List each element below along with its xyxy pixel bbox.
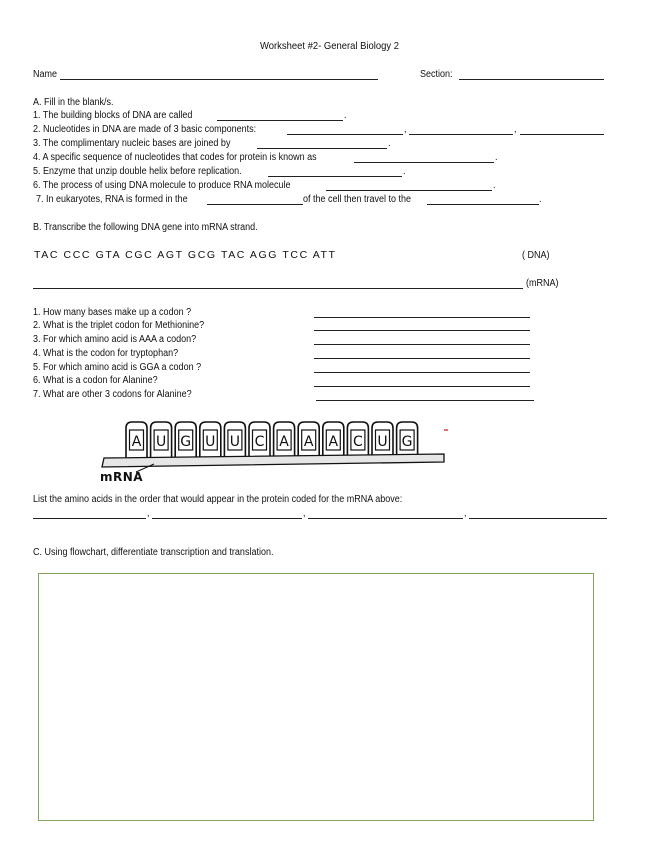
answer-blank-4[interactable]: [354, 162, 494, 163]
question-answer-4[interactable]: [314, 358, 530, 359]
question-answer-5[interactable]: [314, 372, 530, 373]
period: .: [344, 110, 347, 121]
fill-item-5: 5. Enzyme that unzip double helix before replication.: [33, 166, 242, 177]
fill-item-2: 2. Nucleotides in DNA are made of 3 basic components:: [33, 124, 257, 135]
nucleotide-letter: U: [155, 434, 167, 450]
dna-label: ( DNA): [522, 250, 550, 261]
fill-item-6: 6. The process of using DNA molecule to produce RNA molecule: [33, 180, 291, 191]
question-6: 6. What is a codon for Alanine?: [33, 375, 158, 386]
mrna-answer-line[interactable]: [33, 288, 523, 289]
name-field[interactable]: [60, 79, 378, 80]
answer-blank-7b[interactable]: [427, 204, 539, 205]
nucleotide-letter: G: [401, 434, 413, 450]
mrna-caption: mRNA: [100, 470, 144, 484]
answer-blank-2c[interactable]: [520, 134, 604, 135]
part-b-heading: B. Transcribe the following DNA gene into mRNA strand.: [33, 222, 258, 233]
answer-blank-3[interactable]: [257, 148, 387, 149]
mrna-diagram: [96, 418, 456, 484]
comma: ,: [147, 508, 150, 519]
answer-blank-6[interactable]: [326, 190, 492, 191]
period: .: [403, 166, 406, 177]
nucleotide-letter: C: [353, 434, 363, 450]
nucleotide-letter: A: [279, 434, 289, 450]
period: .: [539, 194, 542, 205]
question-answer-1[interactable]: [314, 317, 530, 318]
fill-item-3: 3. The complimentary nucleic bases are joined by: [33, 138, 231, 149]
nucleotide-letter: A: [131, 434, 142, 450]
amino-acid-prompt: List the amino acids in the order that would appear in the protein coded for the mRNA above:: [33, 494, 403, 505]
fill-item-7: 7. In eukaryotes, RNA is formed in the: [36, 194, 188, 205]
question-answer-6[interactable]: [314, 386, 530, 387]
answer-blank-2a[interactable]: [287, 134, 403, 135]
comma: ,: [464, 508, 467, 519]
comma: ,: [514, 124, 517, 135]
fill-item-4: 4. A specific sequence of nucleotides that codes for protein is known as: [33, 152, 317, 163]
question-answer-2[interactable]: [314, 330, 530, 331]
answer-blank-1[interactable]: [217, 120, 343, 121]
question-answer-3[interactable]: [314, 344, 530, 345]
amino-answer-3[interactable]: [308, 518, 463, 519]
nucleotide-letter: G: [180, 434, 192, 450]
nucleotide-letter: C: [254, 434, 265, 450]
period: .: [493, 180, 496, 191]
section-field[interactable]: [459, 79, 604, 80]
question-1: 1. How many bases make up a codon ?: [33, 307, 192, 318]
worksheet-title: Worksheet #2- General Biology 2: [260, 40, 400, 52]
name-label: Name: [33, 69, 58, 80]
answer-blank-7a[interactable]: [207, 204, 303, 205]
mrna-label: (mRNA): [526, 278, 559, 289]
nucleotide-letter: U: [229, 434, 241, 450]
nucleotide-letter: A: [303, 434, 314, 450]
question-4: 4. What is the codon for tryptophan?: [33, 348, 179, 359]
amino-answer-4[interactable]: [469, 518, 607, 519]
comma: ,: [404, 124, 407, 135]
fill-item-1: 1. The building blocks of DNA are called: [33, 110, 193, 121]
period: .: [495, 152, 498, 163]
question-3: 3. For which amino acid is AAA a codon?: [33, 334, 197, 345]
question-5: 5. For which amino acid is GGA a codon ?: [33, 362, 202, 373]
nucleotide-letter: U: [377, 434, 388, 450]
answer-blank-2b[interactable]: [409, 134, 513, 135]
part-c-heading: C. Using flowchart, differentiate transcription and translation.: [33, 547, 274, 558]
question-2: 2. What is the triplet codon for Methionine?: [33, 320, 205, 331]
section-label: Section:: [420, 69, 453, 80]
nucleotide-letter: U: [205, 434, 216, 450]
flowchart-answer-box[interactable]: [38, 573, 594, 821]
amino-answer-1[interactable]: [33, 518, 146, 519]
amino-answer-2[interactable]: [152, 518, 302, 519]
part-a-heading: A. Fill in the blank/s.: [33, 97, 114, 108]
question-answer-7[interactable]: [316, 400, 534, 401]
question-7: 7. What are other 3 codons for Alanine?: [33, 389, 192, 400]
nucleotide-letter: A: [328, 434, 339, 450]
dna-sequence: TAC CCC GTA CGC AGT GCG TAC AGG TCC ATT: [34, 249, 337, 261]
fill-item-7-cont: of the cell then travel to the: [303, 194, 412, 205]
comma: ,: [303, 508, 306, 519]
period: .: [388, 138, 391, 149]
answer-blank-5[interactable]: [268, 176, 402, 177]
